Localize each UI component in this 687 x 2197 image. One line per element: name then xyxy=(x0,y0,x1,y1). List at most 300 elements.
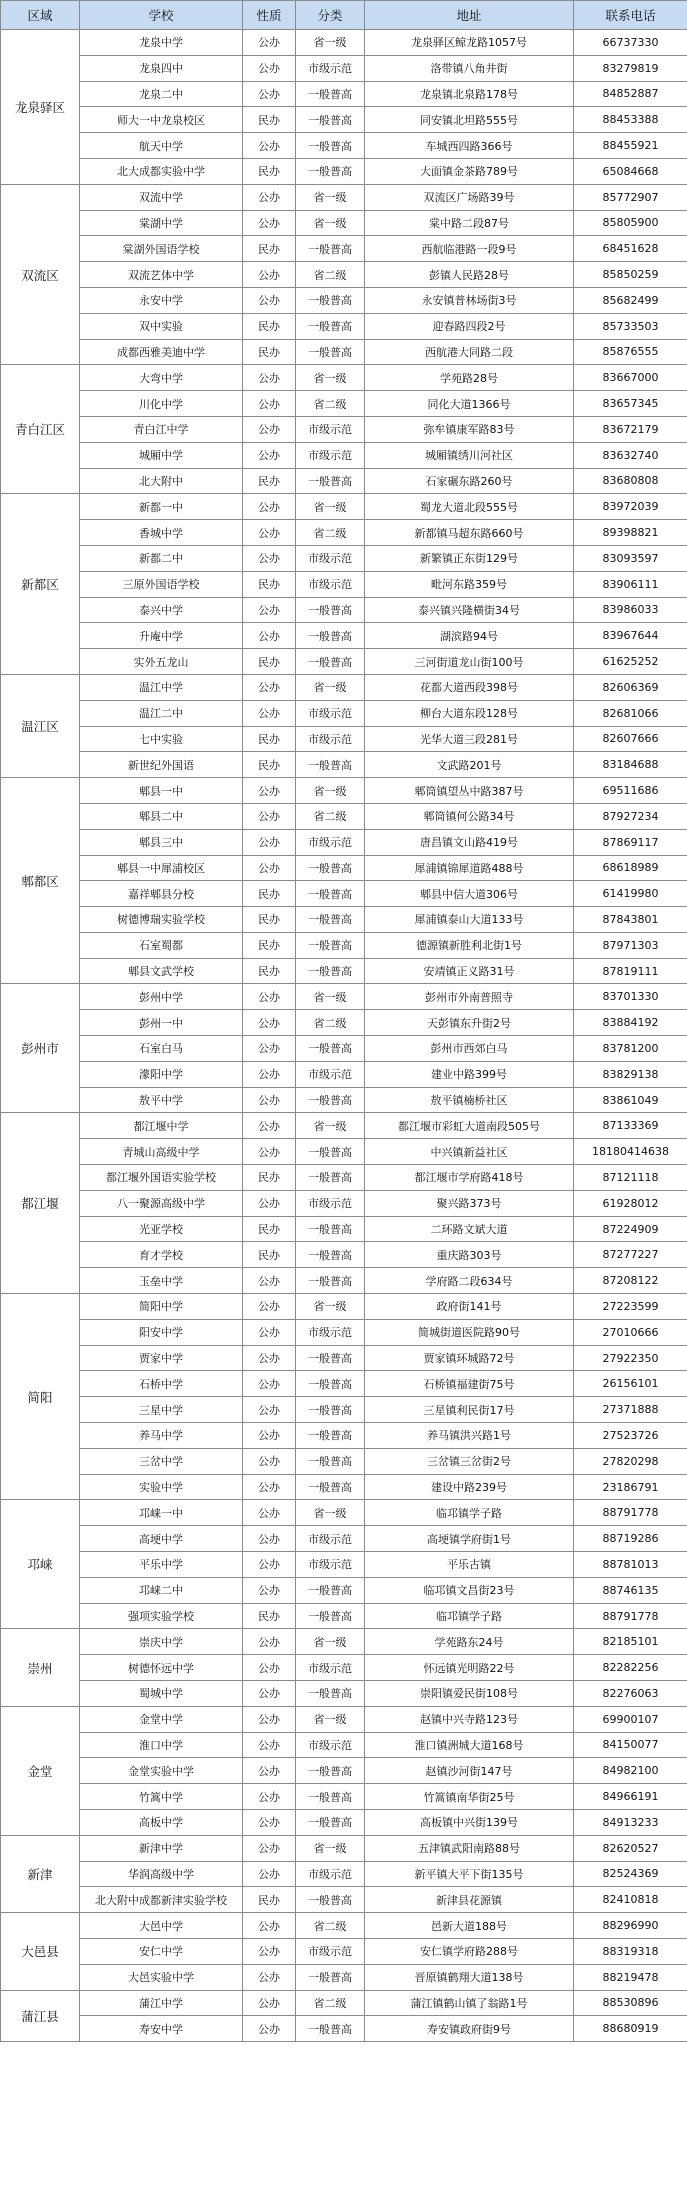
type-cell: 公办 xyxy=(243,81,296,107)
address-cell: 大面镇金茶路789号 xyxy=(365,158,574,184)
region-cell: 蒲江县 xyxy=(1,1990,80,2042)
table-row xyxy=(1,520,687,546)
phone-cell: 27223599 xyxy=(574,1294,687,1320)
school-cell: 金堂实验中学 xyxy=(80,1758,243,1784)
school-cell: 邛崃一中 xyxy=(80,1500,243,1526)
phone-cell: 87927234 xyxy=(574,803,687,829)
address-cell: 高板镇中兴街139号 xyxy=(365,1809,574,1835)
table-row xyxy=(1,339,687,365)
phone-cell: 87277227 xyxy=(574,1242,687,1268)
address-cell: 彭州市西郊白马 xyxy=(365,1036,574,1062)
school-cell: 八一聚源高级中学 xyxy=(80,1190,243,1216)
phone-cell: 88719286 xyxy=(574,1526,687,1552)
category-cell: 一般普高 xyxy=(296,1087,365,1113)
type-cell: 公办 xyxy=(243,1345,296,1371)
type-cell: 公办 xyxy=(243,1190,296,1216)
category-cell: 市级示范 xyxy=(296,571,365,597)
address-cell: 湖滨路94号 xyxy=(365,623,574,649)
table-row xyxy=(1,1319,687,1345)
table-row xyxy=(1,1835,687,1861)
address-cell: 西航港大同路二段 xyxy=(365,339,574,365)
table-row xyxy=(1,391,687,417)
phone-cell: 82185101 xyxy=(574,1629,687,1655)
phone-cell: 85805900 xyxy=(574,210,687,236)
category-cell: 一般普高 xyxy=(296,1036,365,1062)
table-row xyxy=(1,236,687,262)
address-cell: 同安镇北坦路555号 xyxy=(365,107,574,133)
table-row xyxy=(1,597,687,623)
category-cell: 省一级 xyxy=(296,30,365,56)
school-cell: 三星中学 xyxy=(80,1397,243,1423)
table-row xyxy=(1,1706,687,1732)
phone-cell: 65084668 xyxy=(574,158,687,184)
address-cell: 怀远镇光明路22号 xyxy=(365,1655,574,1681)
table-row xyxy=(1,1938,687,1964)
table-row xyxy=(1,1165,687,1191)
table-row xyxy=(1,1887,687,1913)
category-cell: 市级示范 xyxy=(296,1552,365,1578)
table-row xyxy=(1,1500,687,1526)
school-cell: 蜀城中学 xyxy=(80,1681,243,1707)
category-cell: 市级示范 xyxy=(296,1061,365,1087)
table-row xyxy=(1,700,687,726)
table-row xyxy=(1,829,687,855)
phone-cell: 84982100 xyxy=(574,1758,687,1784)
category-cell: 市级示范 xyxy=(296,1190,365,1216)
phone-cell: 88791778 xyxy=(574,1500,687,1526)
type-cell: 民办 xyxy=(243,468,296,494)
phone-cell: 84966191 xyxy=(574,1784,687,1810)
phone-cell: 68451628 xyxy=(574,236,687,262)
type-cell: 民办 xyxy=(243,236,296,262)
phone-cell: 82606369 xyxy=(574,674,687,700)
phone-cell: 83967644 xyxy=(574,623,687,649)
address-cell: 学苑路28号 xyxy=(365,365,574,391)
type-cell: 公办 xyxy=(243,1681,296,1707)
phone-cell: 88296990 xyxy=(574,1913,687,1939)
school-cell: 实外五龙山 xyxy=(80,649,243,675)
table-row xyxy=(1,313,687,339)
address-cell: 洛带镇八角井街 xyxy=(365,55,574,81)
table-row xyxy=(1,674,687,700)
school-cell: 树德怀远中学 xyxy=(80,1655,243,1681)
category-cell: 一般普高 xyxy=(296,339,365,365)
category-cell: 省一级 xyxy=(296,1113,365,1139)
phone-cell: 83701330 xyxy=(574,984,687,1010)
phone-cell: 27523726 xyxy=(574,1423,687,1449)
school-cell: 寿安中学 xyxy=(80,2016,243,2042)
region-cell: 郫都区 xyxy=(1,778,80,984)
school-cell: 北大附中 xyxy=(80,468,243,494)
address-cell: 高埂镇学府街1号 xyxy=(365,1526,574,1552)
category-cell: 市级示范 xyxy=(296,829,365,855)
school-cell: 香城中学 xyxy=(80,520,243,546)
address-cell: 临邛镇学子路 xyxy=(365,1603,574,1629)
school-cell: 嘉祥郫县分校 xyxy=(80,881,243,907)
address-cell: 简城街道医院路90号 xyxy=(365,1319,574,1345)
address-cell: 郫筒镇何公路34号 xyxy=(365,803,574,829)
school-cell: 双流中学 xyxy=(80,184,243,210)
table-row xyxy=(1,55,687,81)
type-cell: 民办 xyxy=(243,1216,296,1242)
school-cell: 实验中学 xyxy=(80,1474,243,1500)
address-cell: 光华大道三段281号 xyxy=(365,726,574,752)
address-cell: 双流区广场路39号 xyxy=(365,184,574,210)
address-cell: 三河街道龙山街100号 xyxy=(365,649,574,675)
address-cell: 邑新大道188号 xyxy=(365,1913,574,1939)
category-cell: 一般普高 xyxy=(296,649,365,675)
address-cell: 犀浦镇泰山大道133号 xyxy=(365,907,574,933)
address-cell: 建业中路399号 xyxy=(365,1061,574,1087)
phone-cell: 84913233 xyxy=(574,1809,687,1835)
table-row xyxy=(1,158,687,184)
header-phone: 联系电话 xyxy=(574,1,687,30)
region-cell: 双流区 xyxy=(1,184,80,365)
type-cell: 公办 xyxy=(243,1861,296,1887)
phone-cell: 27922350 xyxy=(574,1345,687,1371)
category-cell: 一般普高 xyxy=(296,1139,365,1165)
phone-cell: 83861049 xyxy=(574,1087,687,1113)
address-cell: 新都镇马超东路660号 xyxy=(365,520,574,546)
category-cell: 省二级 xyxy=(296,520,365,546)
school-cell: 养马中学 xyxy=(80,1423,243,1449)
category-cell: 一般普高 xyxy=(296,1345,365,1371)
school-cell: 淮口中学 xyxy=(80,1732,243,1758)
table-row xyxy=(1,1526,687,1552)
address-cell: 临邛镇文昌街23号 xyxy=(365,1577,574,1603)
type-cell: 公办 xyxy=(243,1319,296,1345)
category-cell: 市级示范 xyxy=(296,545,365,571)
region-cell: 崇州 xyxy=(1,1629,80,1706)
phone-cell: 27371888 xyxy=(574,1397,687,1423)
table-row xyxy=(1,1809,687,1835)
type-cell: 公办 xyxy=(243,1732,296,1758)
table-row xyxy=(1,442,687,468)
table-row xyxy=(1,803,687,829)
address-cell: 五津镇武阳南路88号 xyxy=(365,1835,574,1861)
address-cell: 郫县中信大道306号 xyxy=(365,881,574,907)
type-cell: 公办 xyxy=(243,1835,296,1861)
category-cell: 市级示范 xyxy=(296,1526,365,1552)
type-cell: 公办 xyxy=(243,778,296,804)
address-cell: 敖平镇楠桥社区 xyxy=(365,1087,574,1113)
region-cell: 金堂 xyxy=(1,1706,80,1835)
category-cell: 省二级 xyxy=(296,262,365,288)
school-cell: 敖平中学 xyxy=(80,1087,243,1113)
address-cell: 寿安镇政府街9号 xyxy=(365,2016,574,2042)
phone-cell: 88453388 xyxy=(574,107,687,133)
address-cell: 建设中路239号 xyxy=(365,1474,574,1500)
phone-cell: 87224909 xyxy=(574,1216,687,1242)
school-cell: 双中实验 xyxy=(80,313,243,339)
school-cell: 双流艺体中学 xyxy=(80,262,243,288)
school-cell: 郫县二中 xyxy=(80,803,243,829)
type-cell: 公办 xyxy=(243,1010,296,1036)
table-row xyxy=(1,778,687,804)
type-cell: 公办 xyxy=(243,1938,296,1964)
school-cell: 郫县文武学校 xyxy=(80,958,243,984)
school-cell: 新都一中 xyxy=(80,494,243,520)
table-row xyxy=(1,545,687,571)
address-cell: 新繁镇正东街129号 xyxy=(365,545,574,571)
school-cell: 永安中学 xyxy=(80,287,243,313)
category-cell: 一般普高 xyxy=(296,287,365,313)
address-cell: 二环路文斌大道 xyxy=(365,1216,574,1242)
address-cell: 柳台大道东段128号 xyxy=(365,700,574,726)
type-cell: 公办 xyxy=(243,1758,296,1784)
region-cell: 大邑县 xyxy=(1,1913,80,1990)
phone-cell: 85876555 xyxy=(574,339,687,365)
address-cell: 犀浦镇锦犀道路488号 xyxy=(365,855,574,881)
type-cell: 民办 xyxy=(243,1603,296,1629)
address-cell: 德源镇新胜利北街1号 xyxy=(365,932,574,958)
type-cell: 公办 xyxy=(243,1500,296,1526)
category-cell: 一般普高 xyxy=(296,855,365,881)
phone-cell: 69511686 xyxy=(574,778,687,804)
category-cell: 省一级 xyxy=(296,984,365,1010)
phone-cell: 82620527 xyxy=(574,1835,687,1861)
school-cell: 彭州一中 xyxy=(80,1010,243,1036)
table-row xyxy=(1,1345,687,1371)
type-cell: 公办 xyxy=(243,287,296,313)
school-cell: 贾家中学 xyxy=(80,1345,243,1371)
phone-cell: 83680808 xyxy=(574,468,687,494)
type-cell: 公办 xyxy=(243,494,296,520)
school-cell: 温江二中 xyxy=(80,700,243,726)
school-cell: 龙泉四中 xyxy=(80,55,243,81)
school-cell: 新津中学 xyxy=(80,1835,243,1861)
type-cell: 公办 xyxy=(243,262,296,288)
school-cell: 郫县一中犀浦校区 xyxy=(80,855,243,881)
phone-cell: 18180414638 xyxy=(574,1139,687,1165)
phone-cell: 83667000 xyxy=(574,365,687,391)
type-cell: 公办 xyxy=(243,442,296,468)
type-cell: 公办 xyxy=(243,520,296,546)
phone-cell: 85772907 xyxy=(574,184,687,210)
table-row xyxy=(1,1010,687,1036)
type-cell: 公办 xyxy=(243,2016,296,2042)
phone-cell: 69900107 xyxy=(574,1706,687,1732)
table-row xyxy=(1,1397,687,1423)
address-cell: 西航临港路一段9号 xyxy=(365,236,574,262)
table-row xyxy=(1,1474,687,1500)
address-cell: 学府路二段634号 xyxy=(365,1268,574,1294)
school-cell: 树德博瑞实验学校 xyxy=(80,907,243,933)
phone-cell: 83884192 xyxy=(574,1010,687,1036)
table-row xyxy=(1,262,687,288)
address-cell: 文武路201号 xyxy=(365,752,574,778)
region-cell: 龙泉驿区 xyxy=(1,30,80,185)
phone-cell: 83632740 xyxy=(574,442,687,468)
school-cell: 新都二中 xyxy=(80,545,243,571)
type-cell: 公办 xyxy=(243,1061,296,1087)
address-cell: 花都大道西段398号 xyxy=(365,674,574,700)
phone-cell: 88746135 xyxy=(574,1577,687,1603)
table-row xyxy=(1,1784,687,1810)
region-cell: 都江堰 xyxy=(1,1113,80,1294)
category-cell: 省一级 xyxy=(296,1500,365,1526)
address-cell: 城厢镇绣川河社区 xyxy=(365,442,574,468)
category-cell: 一般普高 xyxy=(296,1809,365,1835)
category-cell: 一般普高 xyxy=(296,1681,365,1707)
phone-cell: 68618989 xyxy=(574,855,687,881)
category-cell: 一般普高 xyxy=(296,907,365,933)
category-cell: 市级示范 xyxy=(296,55,365,81)
region-cell: 新津 xyxy=(1,1835,80,1912)
phone-cell: 83781200 xyxy=(574,1036,687,1062)
address-cell: 新平镇大平下街135号 xyxy=(365,1861,574,1887)
category-cell: 一般普高 xyxy=(296,1577,365,1603)
phone-cell: 82282256 xyxy=(574,1655,687,1681)
school-cell: 石室白马 xyxy=(80,1036,243,1062)
table-row xyxy=(1,1913,687,1939)
address-cell: 龙泉镇北泉路178号 xyxy=(365,81,574,107)
school-cell: 都江堰中学 xyxy=(80,1113,243,1139)
school-cell: 玉垒中学 xyxy=(80,1268,243,1294)
type-cell: 民办 xyxy=(243,881,296,907)
school-cell: 新世纪外国语 xyxy=(80,752,243,778)
school-cell: 成都西雅美迪中学 xyxy=(80,339,243,365)
table-row xyxy=(1,1423,687,1449)
category-cell: 一般普高 xyxy=(296,1784,365,1810)
school-cell: 七中实验 xyxy=(80,726,243,752)
address-cell: 中兴镇新益社区 xyxy=(365,1139,574,1165)
type-cell: 公办 xyxy=(243,184,296,210)
type-cell: 民办 xyxy=(243,958,296,984)
phone-cell: 88219478 xyxy=(574,1964,687,1990)
school-cell: 青白江中学 xyxy=(80,416,243,442)
school-cell: 简阳中学 xyxy=(80,1294,243,1320)
category-cell: 一般普高 xyxy=(296,107,365,133)
table-row xyxy=(1,1861,687,1887)
school-cell: 川化中学 xyxy=(80,391,243,417)
address-cell: 都江堰市学府路418号 xyxy=(365,1165,574,1191)
category-cell: 一般普高 xyxy=(296,81,365,107)
table-row xyxy=(1,1371,687,1397)
table-row xyxy=(1,958,687,984)
school-cell: 邛崃二中 xyxy=(80,1577,243,1603)
category-cell: 一般普高 xyxy=(296,1216,365,1242)
address-cell: 石家碾东路260号 xyxy=(365,468,574,494)
table-row xyxy=(1,494,687,520)
phone-cell: 82607666 xyxy=(574,726,687,752)
header-address: 地址 xyxy=(365,1,574,30)
phone-cell: 83279819 xyxy=(574,55,687,81)
type-cell: 公办 xyxy=(243,1809,296,1835)
table-row xyxy=(1,1629,687,1655)
category-cell: 省一级 xyxy=(296,184,365,210)
type-cell: 公办 xyxy=(243,1552,296,1578)
table-row xyxy=(1,1681,687,1707)
table-row xyxy=(1,881,687,907)
category-cell: 市级示范 xyxy=(296,700,365,726)
phone-cell: 85733503 xyxy=(574,313,687,339)
table-row xyxy=(1,726,687,752)
category-cell: 一般普高 xyxy=(296,1887,365,1913)
school-cell: 温江中学 xyxy=(80,674,243,700)
type-cell: 公办 xyxy=(243,1526,296,1552)
school-cell: 北大成都实验中学 xyxy=(80,158,243,184)
table-row xyxy=(1,287,687,313)
type-cell: 民办 xyxy=(243,932,296,958)
table-row xyxy=(1,1964,687,1990)
category-cell: 一般普高 xyxy=(296,1758,365,1784)
category-cell: 省一级 xyxy=(296,210,365,236)
type-cell: 民办 xyxy=(243,907,296,933)
category-cell: 一般普高 xyxy=(296,1268,365,1294)
phone-cell: 88791778 xyxy=(574,1603,687,1629)
address-cell: 平乐古镇 xyxy=(365,1552,574,1578)
category-cell: 一般普高 xyxy=(296,932,365,958)
phone-cell: 61928012 xyxy=(574,1190,687,1216)
category-cell: 省一级 xyxy=(296,1629,365,1655)
table-body xyxy=(1,30,687,2042)
phone-cell: 61419980 xyxy=(574,881,687,907)
table-row xyxy=(1,184,687,210)
phone-cell: 83184688 xyxy=(574,752,687,778)
category-cell: 一般普高 xyxy=(296,1964,365,1990)
category-cell: 一般普高 xyxy=(296,313,365,339)
category-cell: 市级示范 xyxy=(296,1732,365,1758)
phone-cell: 83672179 xyxy=(574,416,687,442)
school-cell: 竹篙中学 xyxy=(80,1784,243,1810)
region-cell: 青白江区 xyxy=(1,365,80,494)
type-cell: 公办 xyxy=(243,1784,296,1810)
phone-cell: 27010666 xyxy=(574,1319,687,1345)
phone-cell: 84150077 xyxy=(574,1732,687,1758)
address-cell: 政府街141号 xyxy=(365,1294,574,1320)
phone-cell: 26156101 xyxy=(574,1371,687,1397)
school-cell: 大邑实验中学 xyxy=(80,1964,243,1990)
category-cell: 一般普高 xyxy=(296,623,365,649)
type-cell: 公办 xyxy=(243,829,296,855)
category-cell: 省二级 xyxy=(296,391,365,417)
type-cell: 公办 xyxy=(243,1629,296,1655)
type-cell: 公办 xyxy=(243,1268,296,1294)
address-cell: 重庆路303号 xyxy=(365,1242,574,1268)
address-cell: 临邛镇学子路 xyxy=(365,1500,574,1526)
category-cell: 市级示范 xyxy=(296,1861,365,1887)
type-cell: 民办 xyxy=(243,571,296,597)
category-cell: 省一级 xyxy=(296,674,365,700)
category-cell: 省一级 xyxy=(296,365,365,391)
category-cell: 省一级 xyxy=(296,1706,365,1732)
address-cell: 崇阳镇爱民街108号 xyxy=(365,1681,574,1707)
table-row xyxy=(1,1190,687,1216)
type-cell: 公办 xyxy=(243,1990,296,2016)
table-row xyxy=(1,468,687,494)
phone-cell: 83972039 xyxy=(574,494,687,520)
table-row xyxy=(1,1732,687,1758)
address-cell: 迎春路四段2号 xyxy=(365,313,574,339)
table-row xyxy=(1,81,687,107)
address-cell: 弥牟镇康军路83号 xyxy=(365,416,574,442)
type-cell: 民办 xyxy=(243,107,296,133)
table-row xyxy=(1,1139,687,1165)
address-cell: 彭镇人民路28号 xyxy=(365,262,574,288)
address-cell: 学苑路东24号 xyxy=(365,1629,574,1655)
category-cell: 省二级 xyxy=(296,1010,365,1036)
table-row xyxy=(1,1655,687,1681)
school-cell: 城厢中学 xyxy=(80,442,243,468)
region-cell: 简阳 xyxy=(1,1294,80,1500)
address-cell: 蜀龙大道北段555号 xyxy=(365,494,574,520)
type-cell: 民办 xyxy=(243,313,296,339)
address-cell: 安靖镇正义路31号 xyxy=(365,958,574,984)
address-cell: 赵镇沙河街147号 xyxy=(365,1758,574,1784)
type-cell: 民办 xyxy=(243,339,296,365)
address-cell: 同化大道1366号 xyxy=(365,391,574,417)
